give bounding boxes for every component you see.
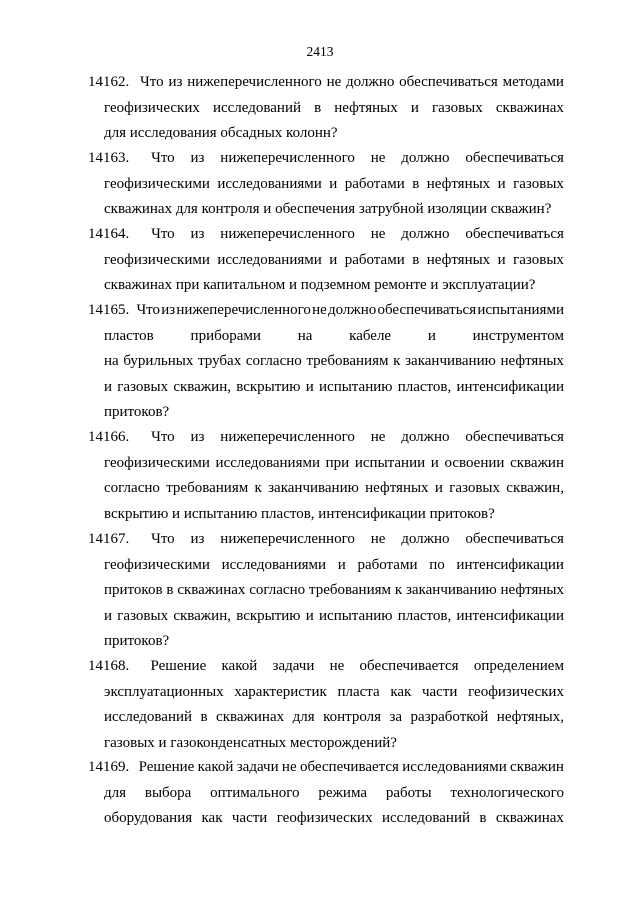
word: не [370,531,386,547]
text-line [104,781,564,807]
word: нефтяных [500,582,564,598]
question-number: 14168. [88,658,130,674]
word: исследованиями [402,759,507,775]
word: и [337,556,346,573]
word: и [305,607,314,624]
word: оптимального [210,784,300,801]
word: газовых [449,480,500,496]
word: вскрытию и испытанию пластов, интенсификации притоков? [104,505,495,522]
text-line [104,324,564,350]
word: пластов, [397,378,452,395]
word: должно [401,429,450,445]
word: скважин, [506,480,564,496]
word: Что [151,429,175,445]
word: нефтяных, [496,709,564,725]
question-number: 14167. [88,531,130,547]
word: кабеле [349,327,392,344]
word: трубах [198,353,242,369]
word: интенсификации [456,378,564,395]
word: Решение [138,759,195,775]
word: и [104,607,113,624]
word: для [292,709,315,725]
word: обеспечиваться [399,74,498,90]
word: и [434,480,443,496]
word: при [325,454,350,471]
question-number: 14163. [88,150,130,166]
word: и [329,175,338,192]
word: Что [136,302,161,318]
word: характеристик [234,683,327,700]
word: нефтяных [426,251,491,268]
question-item [88,425,564,527]
word: вскрытию [236,607,301,624]
word: приборами [190,327,261,344]
word: скважинах [495,810,564,826]
word: в [314,99,322,116]
word: в [166,582,174,598]
question-item [88,298,564,426]
word: согласно [104,480,160,496]
word: как [201,810,223,826]
word: на [297,327,313,344]
word: работы [385,784,432,801]
word: газовых [431,99,483,116]
word: пластов, [397,607,452,624]
word: части [231,810,268,826]
word: должно [346,74,395,90]
text-line [104,400,564,426]
text-line [104,578,564,604]
word: не [281,759,297,775]
word: задачи [236,759,279,775]
text-line [88,70,564,96]
word: оборудования [104,810,193,826]
word: Решение [150,658,207,674]
word: газовых и газоконденсатных месторождений? [104,734,397,751]
word: Что [140,74,164,90]
word: испытанию [319,378,393,395]
word: какой [221,658,258,674]
word: на [104,353,119,369]
text-line [88,146,564,172]
word: исследованиями [215,454,320,471]
word: скважинах [216,709,285,725]
word: притоков? [104,633,170,649]
word: определением [473,658,564,674]
word: части [421,683,458,700]
word: скважинах для контроля и обеспечения затрубной изоляции скважин? [104,201,552,217]
question-item [88,755,564,832]
word: обеспечиваться [377,302,477,318]
page-number: 2413 [306,44,334,59]
word: за [389,709,403,725]
word: в [200,709,208,725]
word: не [370,150,386,166]
text-line [104,197,564,223]
word: контроля [323,709,382,725]
question-number: 14162. [88,74,130,90]
word: требованиям [308,582,391,598]
question-number: 14166. [88,429,130,445]
word: не [370,429,386,445]
word: геофизическими [104,556,210,573]
word: геофизическими [104,251,210,268]
word: должно [401,531,450,547]
word: инструментом [472,327,564,344]
text-line [104,248,564,274]
word: геофизическими [104,454,210,471]
word: разработкой [410,709,489,725]
word: нефтяных [334,99,398,116]
word: скважин, [173,378,231,395]
text-line [88,654,564,680]
word: заканчиванию [268,480,359,496]
word: требованиям [306,353,389,369]
word: геофизических [468,683,564,700]
word: обеспечивается [299,759,399,775]
word: не [326,74,342,90]
word: и [410,99,419,116]
word: скважин [510,454,564,471]
word: к [254,480,262,496]
question-item [88,146,564,223]
word: нефтяных [365,480,429,496]
word: исследованиями [221,556,327,573]
word: освоении [444,454,505,471]
text-line [104,705,564,731]
word: нефтяных [426,175,491,192]
text-line [88,298,564,324]
word: исследованиями [217,175,322,192]
word: газовых [117,378,169,395]
word: работами [344,251,405,268]
word: пластов [104,327,154,344]
word: интенсификации [456,556,564,573]
word: геофизических [104,99,200,116]
word: и [430,454,439,471]
word: скважин, [173,607,231,624]
question-number: 14164. [88,226,130,242]
word: выбора [144,784,192,801]
text-line [88,527,564,553]
word: обеспечиваться [465,226,564,242]
word: должно [328,302,377,318]
word: по [429,556,445,573]
word: нижеперечисленного [220,226,355,242]
word: испытании [354,454,426,471]
word: в [412,251,420,268]
text-line [104,680,564,706]
text-line [104,553,564,579]
word: режима [318,784,367,801]
word: задачи [272,658,315,674]
word: скважин [510,759,564,775]
word: исследований [381,810,470,826]
text-line [104,121,564,147]
word: должно [401,226,450,242]
question-item [88,222,564,299]
text-line [104,629,564,655]
word: скважинах при капитальном и подземном ремонте и эксплуатации? [104,277,536,293]
text-line [104,172,564,198]
word: из [190,226,205,242]
word: из [168,74,183,90]
word: не [370,226,386,242]
word: какой [197,759,234,775]
word: испытанию [319,607,393,624]
word: и [104,378,113,395]
word: и [497,175,506,192]
word: и [497,251,506,268]
word: согласно [249,582,306,598]
word: нижеперечисленного [220,150,355,166]
text-line [104,96,564,122]
word: не [329,658,345,674]
word: исследованиями [217,251,322,268]
question-item [88,527,564,655]
word: заканчиванию [405,582,497,598]
word: бурильных [123,353,194,369]
word: исследований [212,99,301,116]
word: нижеперечисленного [187,74,322,90]
word: из [190,150,205,166]
text-line [88,222,564,248]
word: исследований [104,709,193,725]
word: нижеперечисленного [220,531,355,547]
question-number: 14169. [88,759,130,775]
word: испытаниями [477,302,564,318]
word: нижеперечисленного [220,429,355,445]
word: требованиям [166,480,249,496]
word: обеспечиваться [465,150,564,166]
word: из [190,429,205,445]
word: в [412,175,420,192]
word: работами [357,556,418,573]
question-number: 14165. [88,302,130,318]
word: интенсификации [456,607,564,624]
text-line [88,755,564,781]
question-item [88,654,564,756]
word: обеспечиваться [465,429,564,445]
word: к [393,353,401,369]
text-line [104,502,564,528]
word: не [312,302,327,318]
word: как [390,683,412,700]
word: геофизических [276,810,373,826]
word: геофизическими [104,175,210,192]
word: методами [502,74,564,90]
word: в [479,810,487,826]
word: обеспечивается [359,658,459,674]
word: Что [151,150,175,166]
text-line [104,349,564,375]
word: вскрытию [236,378,301,395]
text-line [104,476,564,502]
text-line [88,425,564,451]
text-line [104,731,564,757]
word: скважинах [495,99,564,116]
word: из [190,531,205,547]
word: к [394,582,403,598]
word: для исследования обсадных колонн? [104,125,338,141]
word: Что [151,226,175,242]
word: заканчиванию [405,353,496,369]
word: притоков? [104,404,170,420]
word: газовых [513,175,564,192]
word: Что [151,531,175,547]
text-line [104,806,564,832]
word: должно [401,150,450,166]
text-line [104,604,564,630]
question-item [88,70,564,147]
text-line [104,375,564,401]
word: скважинах [177,582,246,598]
text-line [104,273,564,299]
text-line [104,451,564,477]
word: из [161,302,176,318]
word: газовых [117,607,169,624]
word: и [305,378,314,395]
word: технологического [450,784,564,801]
word: и [427,327,436,344]
word: эксплуатационных [104,683,224,700]
word: работами [344,175,405,192]
word: нижеперечисленного [176,302,311,318]
word: газовых [513,251,564,268]
word: согласно [245,353,302,369]
word: для [104,784,127,801]
word: пласта [337,683,380,700]
word: обеспечиваться [465,531,564,547]
word: нефтяных [500,353,564,369]
word: притоков [104,582,163,598]
word: и [329,251,338,268]
